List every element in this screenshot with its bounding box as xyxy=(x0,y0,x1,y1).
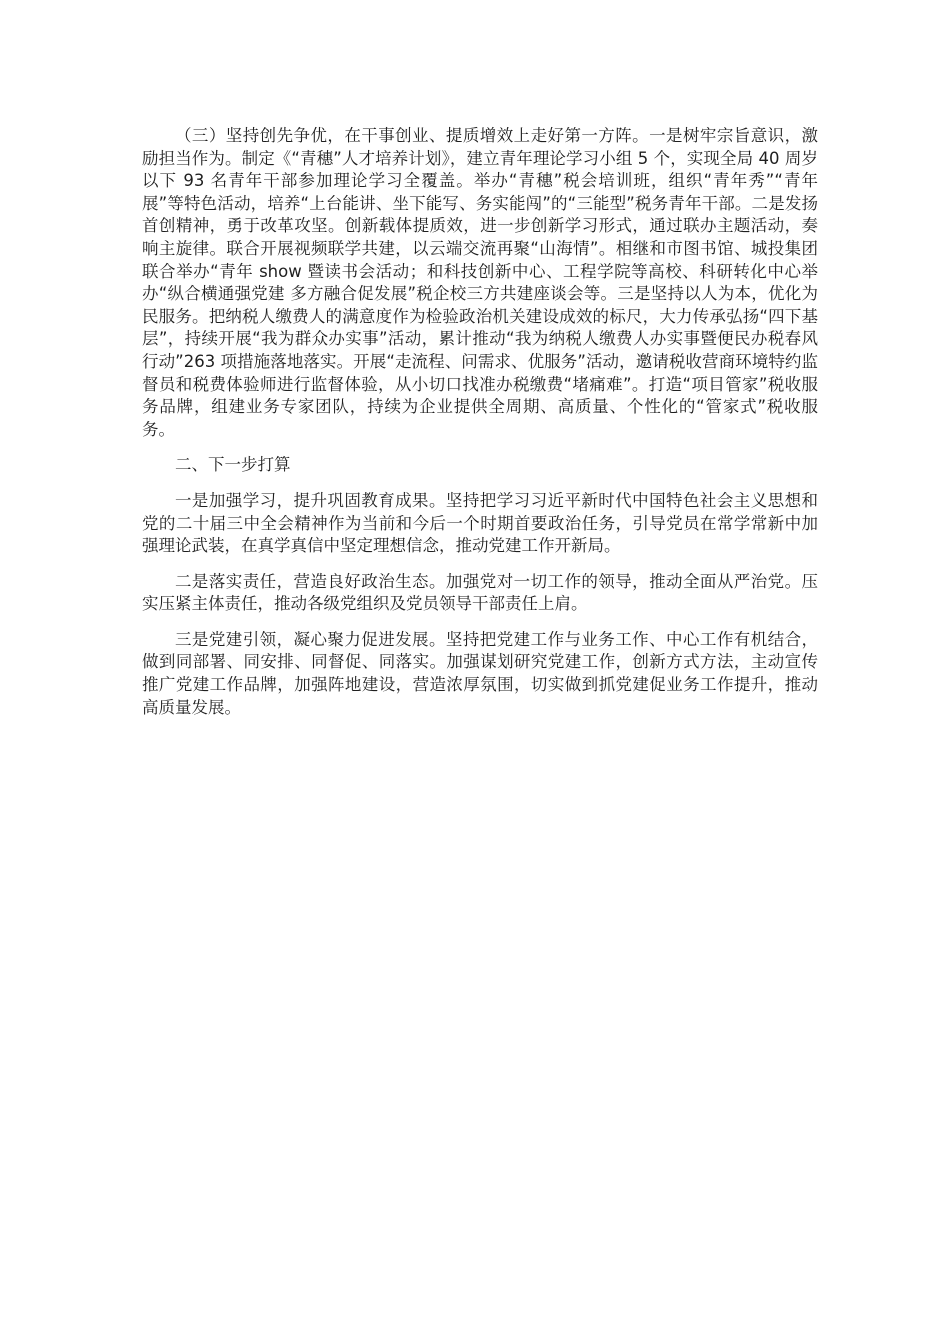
paragraph-section-three: （三）坚持创先争优，在干事创业、提质增效上走好第一方阵。一是树牢宗旨意识，激励担当作为。制定《“青穗”人才培养计划》，建立青年理论学习小组 5 个，实现全局 40 周岁以下 93 名青年干部参加理论学习全覆盖。举办“青穗”税会培训班，组织“青年秀”“青年展”等特色活动，培养“上台能讲、坐下能写、务实能闯”的“三能型”税务青年干部。二是发扬首创精神，勇于改革攻坚。创新载体提质效，进一步创新学习形式，通过联办主题活动，奏响主旋律。联合开展视频联学共建，以云端交流再聚“山海情”。相继和市图书馆、城投集团联合举办“青年 show 暨读书会活动；和科技创新中心、工程学院等高校、科研转化中心举办“纵合横通强党建 多方融合促发展”税企校三方共建座谈会等。三是坚持以人为本，优化为民服务。把纳税人缴费人的满意度作为检验政治机关建设成效的标尺，大力传承弘扬“四下基层”，持续开展“我为群众办实事”活动，累计推动“我为纳税人缴费人办实事暨便民办税春风行动”263 项措施落地落实。开展“走流程、问需求、优服务”活动，邀请税收营商环境特约监督员和税费体验师进行监督体验，从小切口找准办税缴费“堵痛难”。打造“项目管家”税收服务品牌，组建业务专家团队，持续为企业提供全周期、高质量、个性化的“管家式”税收服务。 xyxy=(142,126,818,439)
paragraph-implement-responsibility: 二是落实责任，营造良好政治生态。加强党对一切工作的领导，推动全面从严治党。压实压紧主体责任，推动各级党组织及党员领导干部责任上肩。 xyxy=(142,571,818,614)
paragraph-strengthen-study: 一是加强学习，提升巩固教育成果。坚持把学习习近平新时代中国特色社会主义思想和党的二十届三中全会精神作为当前和今后一个时期首要政治任务，引导党员在常学常新中加强理论武装，在真学真信中坚定理想信念，推动党建工作开新局。 xyxy=(142,490,818,556)
document-body xyxy=(142,125,818,719)
section-heading-next-steps: 二、下一步打算 xyxy=(175,455,291,475)
paragraph-party-building-leadership: 三是党建引领，凝心聚力促进发展。坚持把党建工作与业务工作、中心工作有机结合，做到同部署、同安排、同督促、同落实。加强谋划研究党建工作，创新方式方法，主动宣传推广党建工作品牌，加强阵地建设，营造浓厚氛围，切实做到抓党建促业务工作提升，推动高质量发展。 xyxy=(142,629,818,717)
